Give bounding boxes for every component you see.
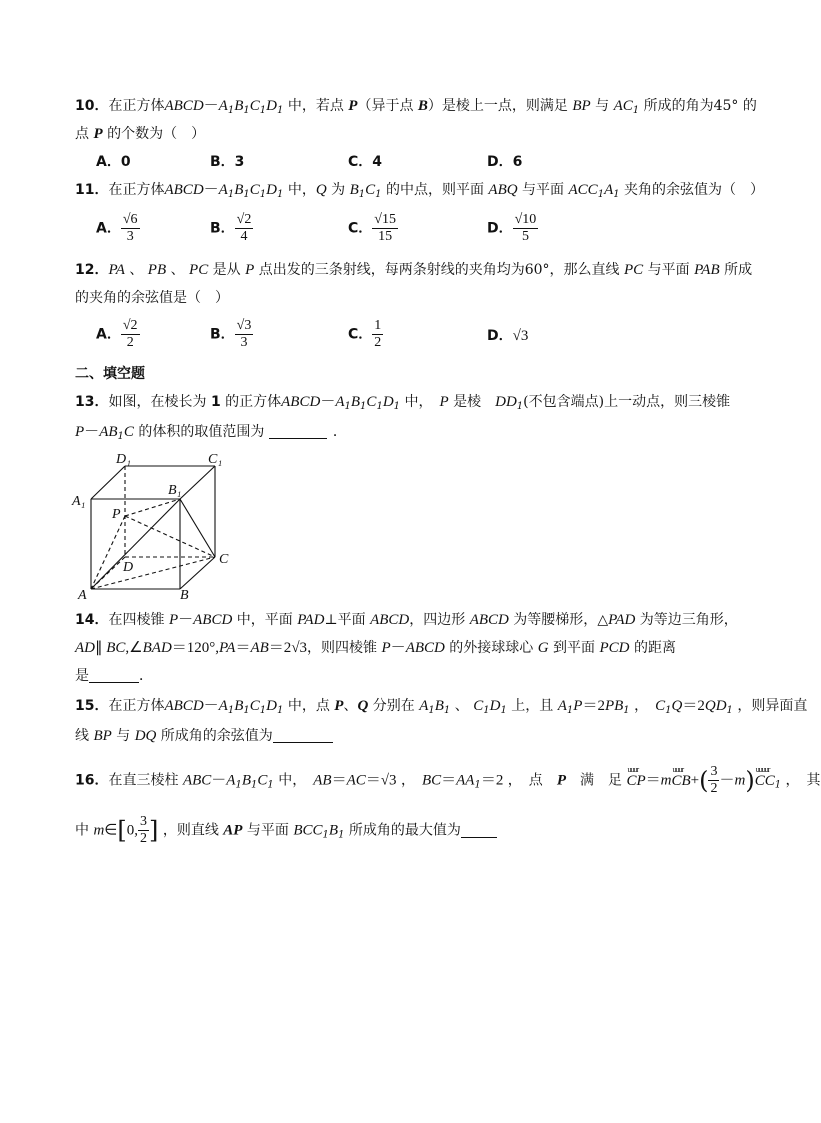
q12-line2: 的夹角的余弦值是（ ） (75, 290, 229, 306)
label-c1: C₁ (208, 452, 223, 467)
q11-option-b: B． $\frac{√2}{4}$ (210, 212, 252, 244)
q12-option-b: B． $\frac{√3}{3}$ (210, 318, 252, 350)
edge-ab1 (91, 499, 180, 589)
label-p: P (112, 507, 121, 522)
q12-line1: 12．PA 、 PB 、 PC 是从 P 点出发的三条射线，每两条射线的夹角均为60°，那么直线 PC 与平面 PAB 所成 (75, 262, 753, 278)
q16-line2: 中 m∈[0, $\frac{3}{2}$ ] ，则直线 AP 与平面 $BCC_1B_1$ 所成角的最大值为 (75, 814, 497, 847)
q12-option-c: C． $\frac{1}{2}$ (348, 318, 382, 350)
label-b: B (180, 588, 189, 603)
edge-bc (180, 557, 215, 589)
q10-option-a: A．0 (96, 154, 131, 170)
q10-option-b: B．3 (210, 154, 245, 170)
q13-answer-blank[interactable] (269, 424, 327, 439)
q14-line2: AD∥ BC,∠BAD＝120°,PA＝AB＝2√3，则四棱锥 P－ABCD 的外接球球心 G 到平面 PCD 的距离 (75, 640, 676, 656)
edge-ac (91, 557, 215, 589)
q10-line2: 点 P 的个数为（ ） (75, 126, 206, 142)
label-a: A (78, 588, 87, 603)
q16-line1: 16．在直三棱柱 $ABC-A_1B_1C_1$ 中， AB＝AC＝√3 ， $BC=AA_1=2$ ， 点 P 满 足 uuur CP＝muuur CB+( $\frac{3}{2}$ －m)uuuur $CC_1$ ， 其 (75, 764, 821, 797)
q15-answer-blank[interactable] (273, 728, 333, 743)
label-d1: D₁ (116, 452, 131, 467)
edge-b1c (180, 499, 215, 557)
q14-line3: 是 ． (75, 668, 153, 684)
edge-pc (125, 516, 215, 557)
q11-line1: 11．在正方体$ABCD-A_1B_1C_1D_1$ 中，Q 为 $B_1C_1$ 的中点，则平面 ABQ 与平面 $ACC_1A_1$ 夹角的余弦值为（ ） (75, 182, 765, 200)
q13-line2: $P-AB_1C$ 的体积的取值范围为 ． (75, 424, 347, 442)
q11-option-d: D． $\frac{√10}{5}$ (487, 212, 537, 244)
q15-line1: 15．在正方体$ABCD-A_1B_1C_1D_1$ 中，点 P、Q 分别在 $A_1B_1$ 、 $C_1D_1$ 上，且 $A_1P=2PB_1$ ， $C_1Q=2QD_1$ ，则异面直 (75, 698, 808, 716)
label-b1: B₁ (168, 483, 182, 498)
edge-pa (91, 516, 125, 589)
cube-figure (68, 450, 238, 602)
q14-line1: 14．在四棱锥 P－ABCD 中，平面 PAD⊥平面 ABCD，四边形 ABCD 为等腰梯形，△PAD 为等边三角形， (75, 612, 738, 628)
label-d: D (123, 560, 134, 575)
q11-option-a: A． $\frac{√6}{3}$ (96, 212, 138, 244)
q13-line1: 13．如图，在棱长为 1 的正方体$ABCD-A_1B_1C_1D_1$ 中， P 是棱 $DD_1$(不包含端点)上一动点，则三棱锥 (75, 394, 731, 412)
edge-a1d1 (91, 466, 125, 499)
edge-c1b1 (180, 466, 215, 499)
q10-option-c: C．4 (348, 154, 383, 170)
q15-line2: 线 BP 与 DQ 所成角的余弦值为 (75, 726, 333, 746)
q11-option-c: C． $\frac{√15}{15}$ (348, 212, 396, 244)
q12-option-a: A． $\frac{√2}{2}$ (96, 318, 138, 350)
q16-answer-blank[interactable] (461, 823, 497, 838)
section-heading-fill-blank: 二、填空题 (75, 366, 145, 382)
label-a1: A₁ (72, 494, 86, 509)
q10-line1: 10．在正方体$ABCD-A_1B_1C_1D_1$ 中，若点 P（异于点 B）是棱上一点，则满足 BP 与 $AC_1$ 所成的角为45° 的 (75, 98, 757, 116)
q14-answer-blank[interactable] (89, 668, 139, 683)
q10-option-d: D．6 (487, 154, 523, 170)
q12-option-d: D．√3 (487, 328, 529, 344)
label-c: C (219, 552, 229, 567)
